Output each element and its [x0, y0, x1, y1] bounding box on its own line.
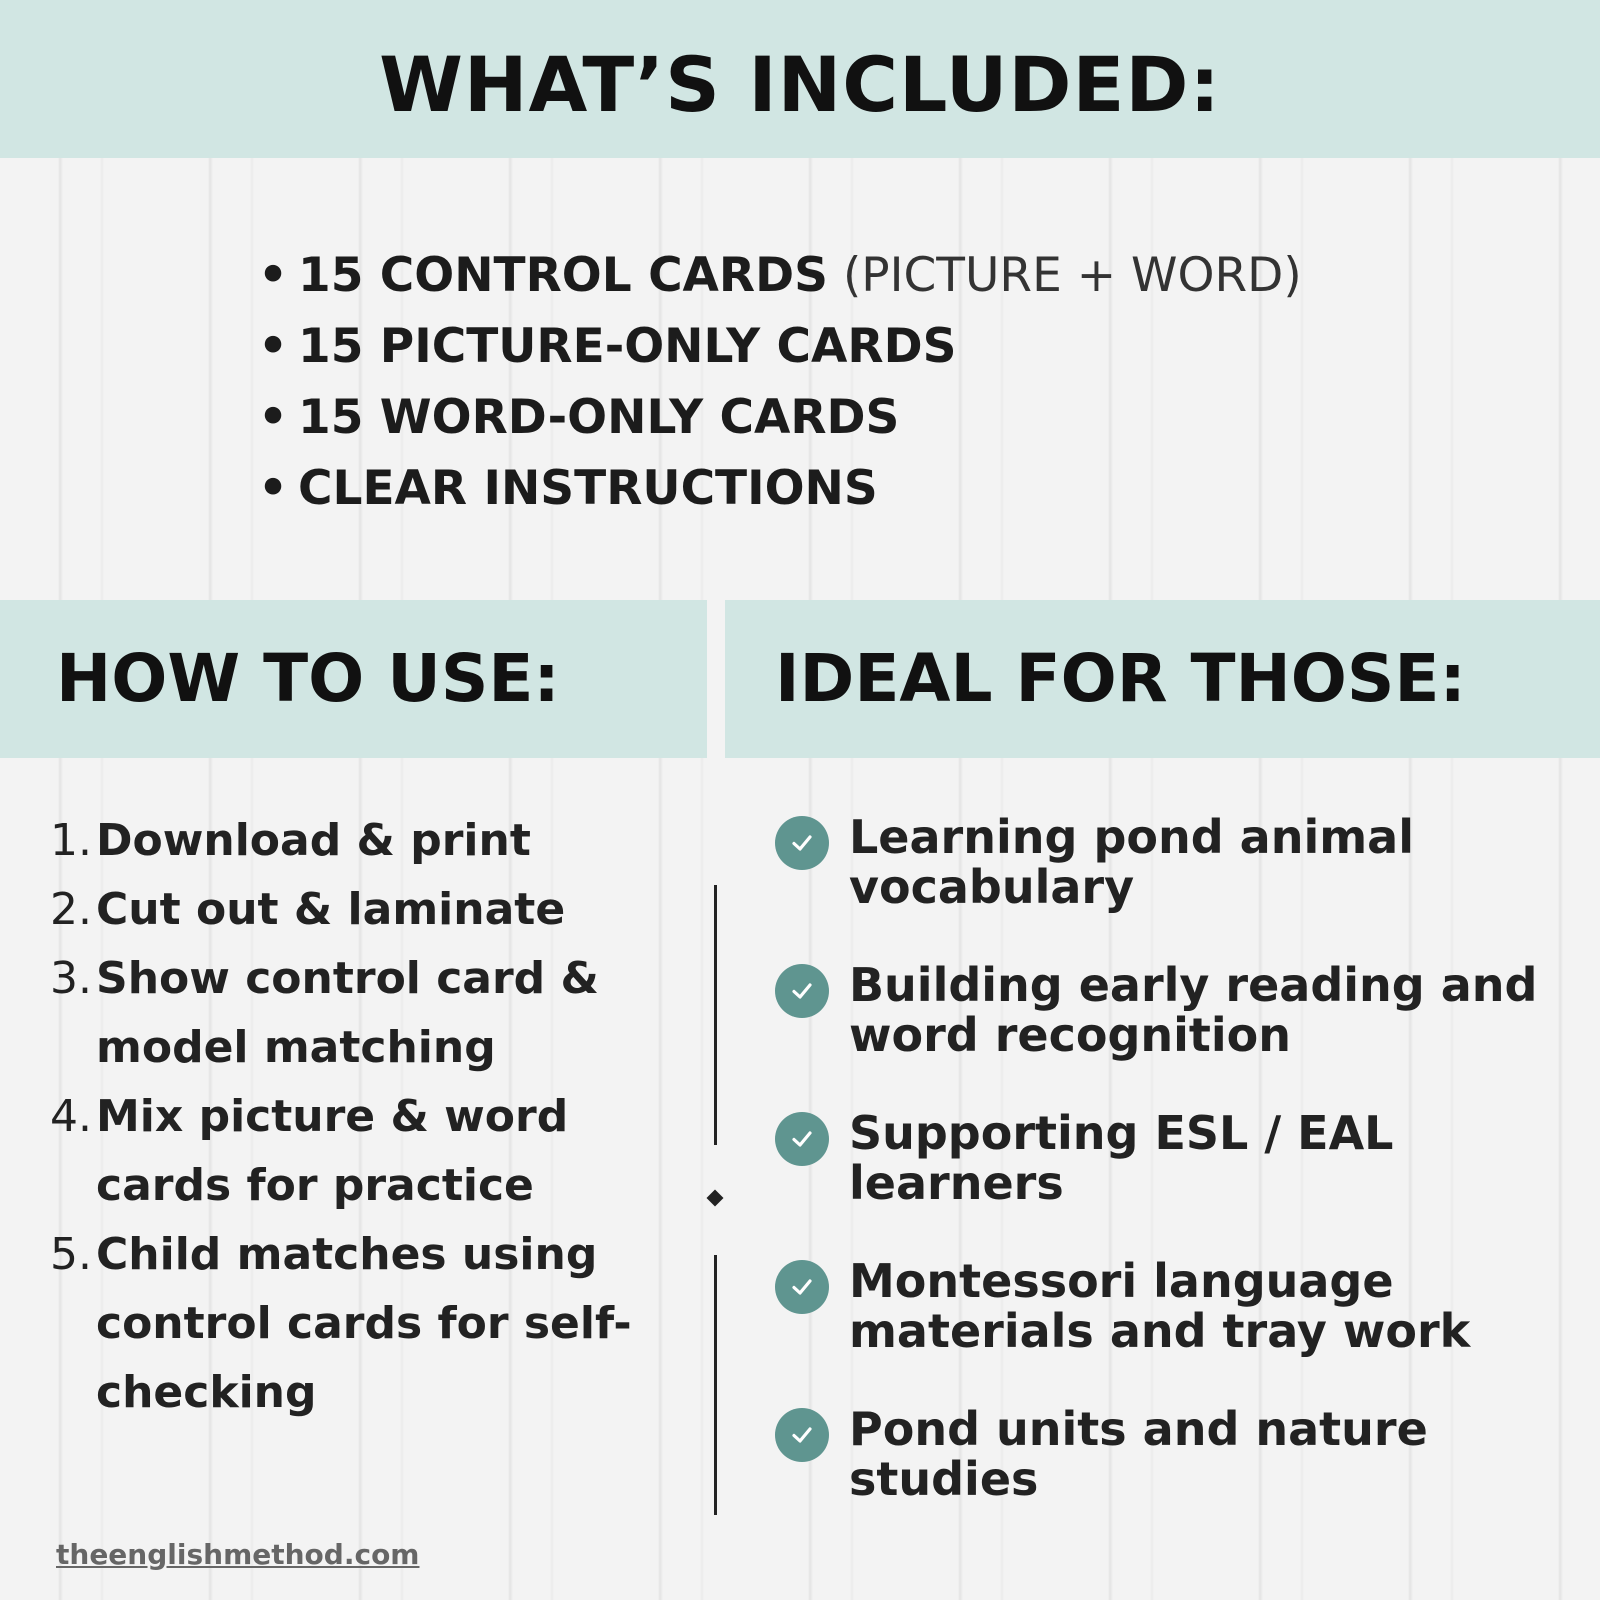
- divider-line-bottom: [714, 1255, 717, 1515]
- step-text: Download & print: [96, 815, 531, 866]
- item-strong: CLEAR INSTRUCTIONS: [298, 461, 878, 516]
- step-text: Mix picture & word cards for practice: [96, 1091, 569, 1211]
- divider-line-top: [714, 885, 717, 1145]
- item-light: (PICTURE + WORD): [842, 248, 1302, 303]
- step-number: 2.: [50, 884, 92, 935]
- item-strong: 15 WORD-ONLY CARDS: [298, 390, 900, 445]
- step-number: 1.: [50, 815, 92, 866]
- step-text: Show control card & model matching: [96, 953, 599, 1073]
- step-text: Cut out & laminate: [96, 884, 566, 935]
- diamond-icon: [707, 1190, 724, 1207]
- ideal-text: Pond units and nature studies: [849, 1402, 1428, 1506]
- ideal-text: Supporting ESL / EAL learners: [849, 1106, 1394, 1210]
- list-item: [258, 240, 1302, 311]
- step-item: [40, 1082, 680, 1220]
- step-number: 4.: [50, 1091, 92, 1142]
- included-heading: WHAT’S INCLUDED:: [379, 40, 1221, 129]
- check-circle-icon: [775, 1112, 829, 1166]
- bullet: •: [258, 390, 289, 445]
- ideal-item: [775, 812, 1575, 960]
- ideal-item: [775, 1404, 1575, 1552]
- bullet: •: [258, 319, 289, 374]
- step-item: [40, 944, 680, 1082]
- how-to-use-heading: HOW TO USE:: [56, 640, 560, 717]
- step-text: Child matches using control cards for self-checking: [96, 1229, 632, 1418]
- bullet: •: [258, 248, 289, 303]
- ideal-text: Learning pond animal vocabulary: [849, 810, 1414, 914]
- step-item: [40, 1220, 680, 1427]
- ideal-item: [775, 1256, 1575, 1404]
- step-number: 5.: [50, 1229, 92, 1280]
- list-item: [258, 382, 1302, 453]
- item-strong: 15 PICTURE-ONLY CARDS: [298, 319, 957, 374]
- ideal-text: Building early reading and word recognition: [849, 958, 1538, 1062]
- check-circle-icon: [775, 1408, 829, 1462]
- how-to-use-steps: [40, 806, 680, 1427]
- check-circle-icon: [775, 964, 829, 1018]
- step-item: [40, 875, 680, 944]
- check-circle-icon: [775, 816, 829, 870]
- item-strong: 15 CONTROL CARDS: [298, 248, 828, 303]
- bullet: •: [258, 461, 289, 516]
- ideal-text: Montessori language materials and tray work: [849, 1254, 1471, 1358]
- step-number: 3.: [50, 953, 92, 1004]
- footer-link[interactable]: theenglishmethod.com: [56, 1538, 420, 1571]
- included-list: [258, 240, 1302, 524]
- ideal-for-list: [775, 812, 1575, 1552]
- step-item: [40, 806, 680, 875]
- list-item: [258, 311, 1302, 382]
- check-circle-icon: [775, 1260, 829, 1314]
- ideal-item: [775, 1108, 1575, 1256]
- ideal-for-heading: IDEAL FOR THOSE:: [775, 640, 1466, 717]
- list-item: [258, 453, 1302, 524]
- ideal-item: [775, 960, 1575, 1108]
